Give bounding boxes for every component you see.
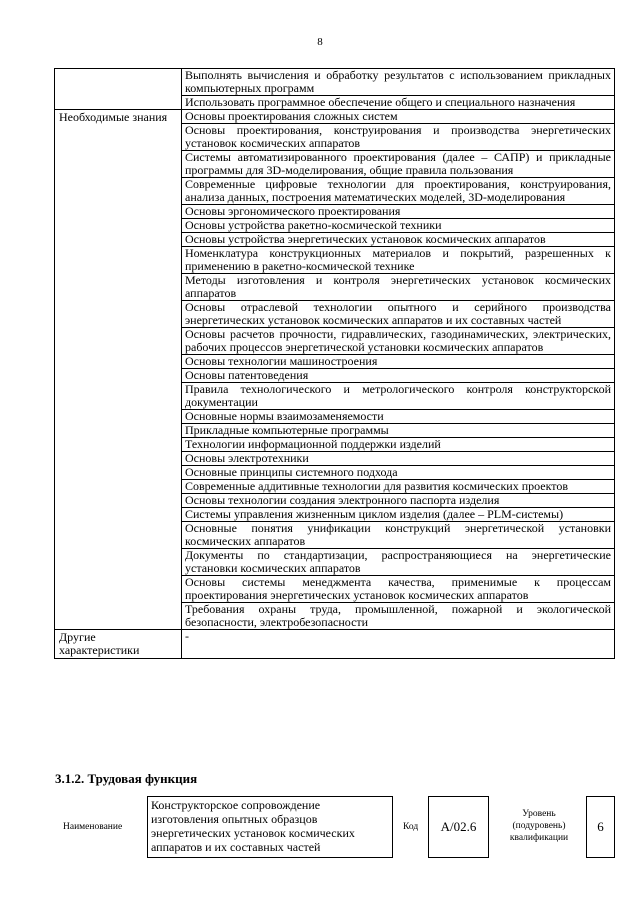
- skills-table: [54, 68, 615, 659]
- knowledge-item: Основы расчетов прочности, гидравлических, газодинамических, электрических, рабочих процессов энергетической установки космических аппаратов: [182, 328, 615, 355]
- knowledge-item: Основы технологии машиностроения: [182, 355, 615, 369]
- page-number: 8: [317, 36, 323, 48]
- code-value: A/02.6: [428, 796, 489, 858]
- knowledge-item: Современные цифровые технологии для проектирования, конструирования, анализа данных, построения математических моделей, 3D-моделирования: [182, 178, 615, 205]
- qualification-level-label: Уровень (подуровень) квалификации: [509, 809, 569, 843]
- knowledge-item: Основы отраслевой технологии опытного и серийного производства энергетических установок космических аппаратов и их составных частей: [182, 301, 615, 328]
- skills-label-cell: [55, 69, 182, 110]
- knowledge-item: Основы проектирования сложных систем: [182, 110, 615, 124]
- knowledge-item: Основы проектирования, конструирования и производства энергетических установок космических аппаратов: [182, 124, 615, 151]
- qualification-level-value: 6: [586, 796, 615, 858]
- knowledge-item: Методы изготовления и контроля энергетических установок космических аппаратов: [182, 274, 615, 301]
- knowledge-item: Прикладные компьютерные программы: [182, 424, 615, 438]
- knowledge-item: Основы устройства энергетических установок космических аппаратов: [182, 233, 615, 247]
- knowledge-item: Требования охраны труда, промышленной, пожарной и экологической безопасности, электробезопасности: [182, 603, 615, 630]
- knowledge-item: Основы устройства ракетно-космической техники: [182, 219, 615, 233]
- knowledge-item: Современные аддитивные технологии для развития космических проектов: [182, 480, 615, 494]
- knowledge-item: Основы технологии создания электронного паспорта изделия: [182, 494, 615, 508]
- knowledge-item: Номенклатура конструкционных материалов и покрытий, разрешенных к применению в ракетно-космической технике: [182, 247, 615, 274]
- knowledge-item: Основы системы менеджмента качества, применимые к процессам проектирования энергетических установок космических аппаратов: [182, 576, 615, 603]
- knowledge-label: Необходимые знания: [55, 110, 182, 630]
- knowledge-item: Основные принципы системного подхода: [182, 466, 615, 480]
- knowledge-item: Системы управления жизненным циклом изделия (далее – PLM-системы): [182, 508, 615, 522]
- knowledge-item: Основные нормы взаимозаменяемости: [182, 410, 615, 424]
- skill-item: Использовать программное обеспечение общего и специального назначения: [182, 96, 615, 110]
- skill-item: Выполнять вычисления и обработку результатов с использованием прикладных компьютерных программ: [182, 69, 615, 96]
- knowledge-item: Основы электротехники: [182, 452, 615, 466]
- function-name-label: Наименование: [63, 822, 123, 832]
- section-heading: 3.1.2. Трудовая функция: [55, 771, 198, 786]
- knowledge-item: Основные понятия унификации конструкций энергетической установки космических аппаратов: [182, 522, 615, 549]
- knowledge-item: Основы эргономического проектирования: [182, 205, 615, 219]
- table-row: [55, 110, 615, 124]
- code-label: Код: [403, 822, 419, 832]
- knowledge-item: Системы автоматизированного проектирования (далее – САПР) и прикладные программы для 3D-моделирования, общие правила пользования: [182, 151, 615, 178]
- function-name-value: Конструкторское сопровождение изготовления опытных образцов энергетических установок космических аппаратов и их составных частей: [147, 796, 393, 858]
- knowledge-item: Правила технологического и метрологического контроля конструкторской документации: [182, 383, 615, 410]
- other-characteristics-label: Другие характеристики: [55, 630, 182, 659]
- table-row: [55, 69, 615, 96]
- table-row: [55, 630, 615, 659]
- knowledge-item: Документы по стандартизации, распространяющиеся на энергетические установки космических аппаратов: [182, 549, 615, 576]
- other-characteristics-value: -: [182, 630, 615, 659]
- knowledge-item: Технологии информационной поддержки изделий: [182, 438, 615, 452]
- knowledge-item: Основы патентоведения: [182, 369, 615, 383]
